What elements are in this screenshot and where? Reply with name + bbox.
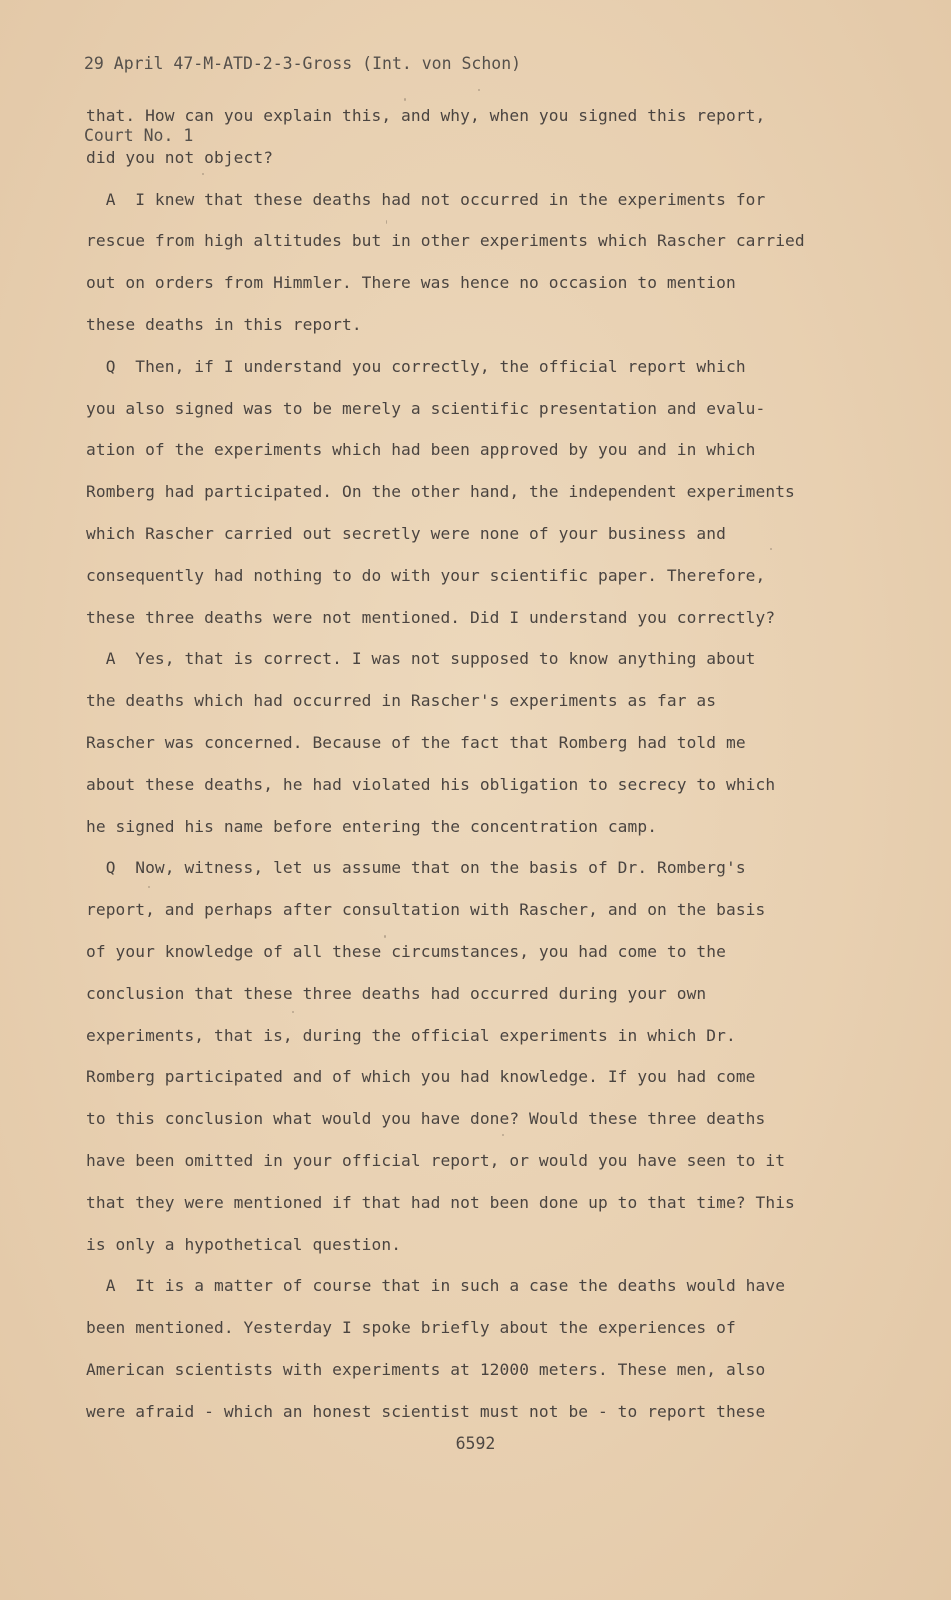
paper-speck: [292, 1011, 294, 1013]
transcript-line: the deaths which had occurred in Rascher's experiments as far as: [86, 691, 717, 711]
transcript-line: Romberg participated and of which you had knowledge. If you had come: [86, 1067, 756, 1087]
paper-speck: [386, 220, 387, 224]
transcript-line: you also signed was to be merely a scientific presentation and evalu-: [86, 398, 766, 418]
transcript-line: is only a hypothetical question.: [86, 1234, 402, 1254]
transcript-line: out on orders from Himmler. There was hence no occasion to mention: [86, 273, 736, 293]
transcript-line: consequently had nothing to do with your scientific paper. Therefore,: [86, 565, 766, 585]
transcript-line: which Rascher carried out secretly were none of your business and: [86, 523, 726, 543]
transcript-line: of your knowledge of all these circumstances, you had come to the: [86, 941, 726, 961]
transcript-line: report, and perhaps after consultation with Rascher, and on the basis: [86, 900, 766, 920]
transcript-line: A It is a matter of course that in such a case the deaths would have: [86, 1276, 786, 1296]
paper-speck: [502, 1134, 504, 1136]
transcript-line: Romberg had participated. On the other hand, the independent experiments: [86, 482, 795, 502]
transcript-line: been mentioned. Yesterday I spoke briefly about the experiences of: [86, 1318, 736, 1338]
paper-speck: [148, 886, 150, 888]
transcript-line: rescue from high altitudes but in other experiments which Rascher carried: [86, 231, 805, 251]
transcript-line: these deaths in this report.: [86, 314, 362, 334]
transcript-line: to this conclusion what would you have done? Would these three deaths: [86, 1109, 766, 1129]
header-line-2: Court No. 1: [84, 126, 194, 145]
paper-speck: [202, 173, 204, 175]
transcript-line: did you not object?: [86, 147, 274, 167]
transcript-line: Rascher was concerned. Because of the fact that Romberg had told me: [86, 732, 746, 752]
transcript-line: Q Then, if I understand you correctly, the official report which: [86, 356, 746, 376]
page-number: 6592: [455, 1434, 496, 1453]
transcript-body: [86, 100, 936, 1438]
transcript-line: that. How can you explain this, and why, when you signed this report,: [86, 106, 766, 125]
transcript-line: A Yes, that is correct. I was not supposed to know anything about: [86, 649, 756, 669]
transcript-line: were afraid - which an honest scientist must not be - to report these: [86, 1401, 766, 1421]
paper-speck: [384, 935, 386, 938]
transcript-line: experiments, that is, during the official experiments in which Dr.: [86, 1025, 736, 1045]
transcript-line: have been omitted in your official report, or would you have seen to it: [86, 1150, 786, 1170]
paper-speck: [404, 98, 406, 101]
transcript-line: A I knew that these deaths had not occurred in the experiments for: [86, 189, 766, 209]
transcript-line: that they were mentioned if that had not been done up to that time? This: [86, 1192, 795, 1212]
transcript-line: ation of the experiments which had been approved by you and in which: [86, 440, 756, 460]
transcript-line: these three deaths were not mentioned. Did I understand you correctly?: [86, 607, 776, 627]
paper-speck: [770, 548, 772, 550]
transcript-line: American scientists with experiments at 12000 meters. These men, also: [86, 1359, 766, 1379]
header-line-1: 29 April 47-M-ATD-2-3-Gross (Int. von Schon): [84, 54, 522, 73]
paper-speck: [478, 89, 480, 91]
transcript-line: Q Now, witness, let us assume that on the basis of Dr. Romberg's: [86, 858, 746, 878]
transcript-line: about these deaths, he had violated his obligation to secrecy to which: [86, 774, 776, 794]
transcript-line: he signed his name before entering the concentration camp.: [86, 816, 658, 836]
transcript-line: conclusion that these three deaths had occurred during your own: [86, 983, 707, 1003]
